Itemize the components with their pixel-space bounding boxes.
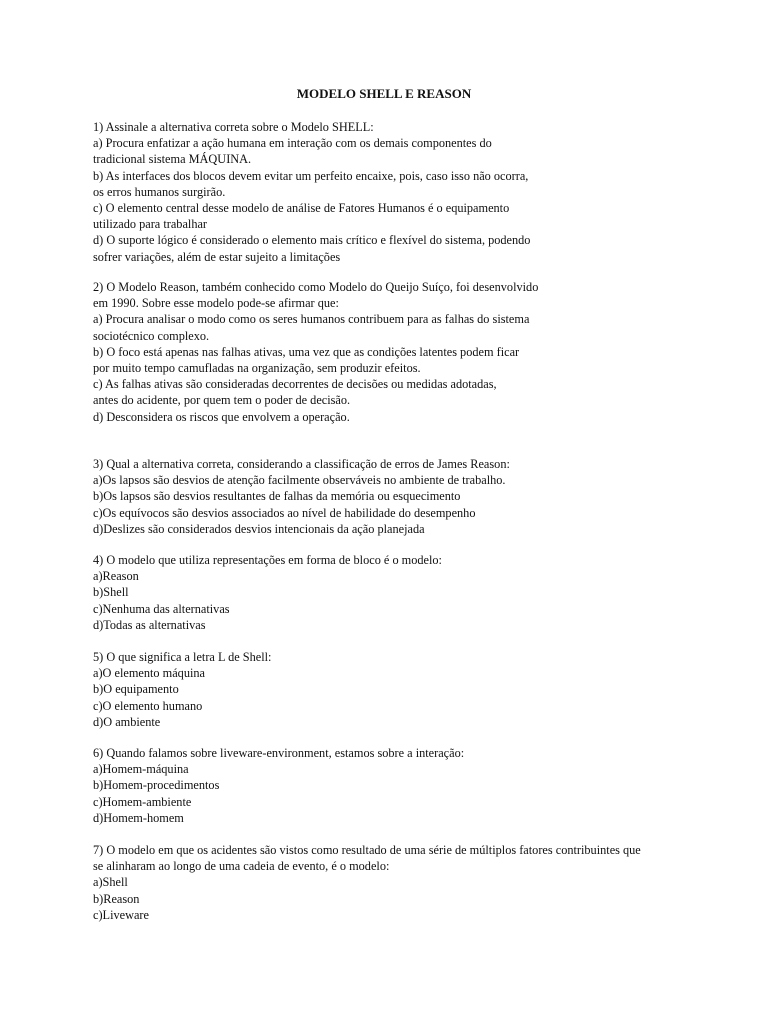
question-2-line: a) Procura analisar o modo como os seres humanos contribuem para as falhas do sistema <box>93 312 530 327</box>
question-5-line: a)O elemento máquina <box>93 666 205 681</box>
question-7-line: a)Shell <box>93 875 128 890</box>
question-1-line: d) O suporte lógico é considerado o elemento mais crítico e flexível do sistema, podendo <box>93 233 531 248</box>
question-3-line: c)Os equívocos são desvios associados ao nível de habilidade do desempenho <box>93 505 476 520</box>
question-2-line: c) As falhas ativas são consideradas decorrentes de decisões ou medidas adotadas, <box>93 377 497 392</box>
question-4-line: a)Reason <box>93 569 139 584</box>
question-1-line: b) As interfaces dos blocos devem evitar um perfeito encaixe, pois, caso isso não ocorra, <box>93 168 529 183</box>
question-4 <box>93 552 733 633</box>
question-5-line: d)O ambiente <box>93 714 161 729</box>
question-4-line: d)Todas as alternativas <box>93 617 206 632</box>
question-1-line: tradicional sistema MÁQUINA. <box>93 152 252 167</box>
question-6-line: a)Homem-máquina <box>93 762 189 777</box>
question-3-line: 3) Qual a alternativa correta, considerando a classificação de erros de James Reason: <box>93 457 510 471</box>
question-2 <box>93 279 733 425</box>
question-2-line: antes do acidente, por quem tem o poder de decisão. <box>93 393 351 408</box>
question-5 <box>93 649 733 730</box>
question-1-line: utilizado para trabalhar <box>93 217 208 232</box>
question-2-line: b) O foco está apenas nas falhas ativas, uma vez que as condições latentes podem ficar <box>93 344 520 359</box>
question-1-line: c) O elemento central desse modelo de análise de Fatores Humanos é o equipamento <box>93 201 510 216</box>
question-1-line: os erros humanos surgirão. <box>93 184 226 199</box>
question-4-line: 4) O modelo que utiliza representações em forma de bloco é o modelo: <box>93 553 442 567</box>
question-4-line: b)Shell <box>93 585 129 600</box>
question-6-line: b)Homem-procedimentos <box>93 778 220 793</box>
question-2-line: sociotécnico complexo. <box>93 328 210 343</box>
question-5-line: b)O equipamento <box>93 682 179 697</box>
question-5-line: c)O elemento humano <box>93 698 203 713</box>
question-1 <box>93 119 733 265</box>
question-7-line: se alinharam ao longo de uma cadeia de evento, é o modelo: <box>93 859 390 874</box>
question-6-line: d)Homem-homem <box>93 810 184 825</box>
question-3-line: b)Os lapsos são desvios resultantes de falhas da memória ou esquecimento <box>93 489 461 504</box>
question-7-line: c)Liveware <box>93 907 149 922</box>
question-5-line: 5) O que significa a letra L de Shell: <box>93 650 272 664</box>
question-2-line: 2) O Modelo Reason, também conhecido como Modelo do Queijo Suíço, foi desenvolvido <box>93 280 539 294</box>
question-7-line: b)Reason <box>93 891 140 906</box>
question-3-line: d)Deslizes são considerados desvios intencionais da ação planejada <box>93 521 425 536</box>
page-title: MODELO SHELL E REASON <box>296 86 472 101</box>
question-1-line: sofrer variações, além de estar sujeito a limitações <box>93 249 341 264</box>
question-3-line: a)Os lapsos são desvios de atenção facilmente observáveis no ambiente de trabalho. <box>93 473 506 488</box>
question-4-line: c)Nenhuma das alternativas <box>93 601 230 616</box>
question-2-line: d) Desconsidera os riscos que envolvem a operação. <box>93 409 350 424</box>
question-2-line: por muito tempo camufladas na organização, sem produzir efeitos. <box>93 361 421 376</box>
question-7-line: 7) O modelo em que os acidentes são vistos como resultado de uma série de múltiplos fatores contribuintes que <box>93 843 641 857</box>
question-6-line: 6) Quando falamos sobre liveware-environment, estamos sobre a interação: <box>93 746 465 760</box>
question-6-line: c)Homem-ambiente <box>93 794 192 809</box>
question-1-line: a) Procura enfatizar a ação humana em interação com os demais componentes do <box>93 136 492 151</box>
question-1-line: 1) Assinale a alternativa correta sobre o Modelo SHELL: <box>93 120 374 134</box>
question-7 <box>93 842 733 923</box>
question-2-line: em 1990. Sobre esse modelo pode-se afirmar que: <box>93 296 339 311</box>
question-6 <box>93 745 733 826</box>
question-3 <box>93 456 733 537</box>
